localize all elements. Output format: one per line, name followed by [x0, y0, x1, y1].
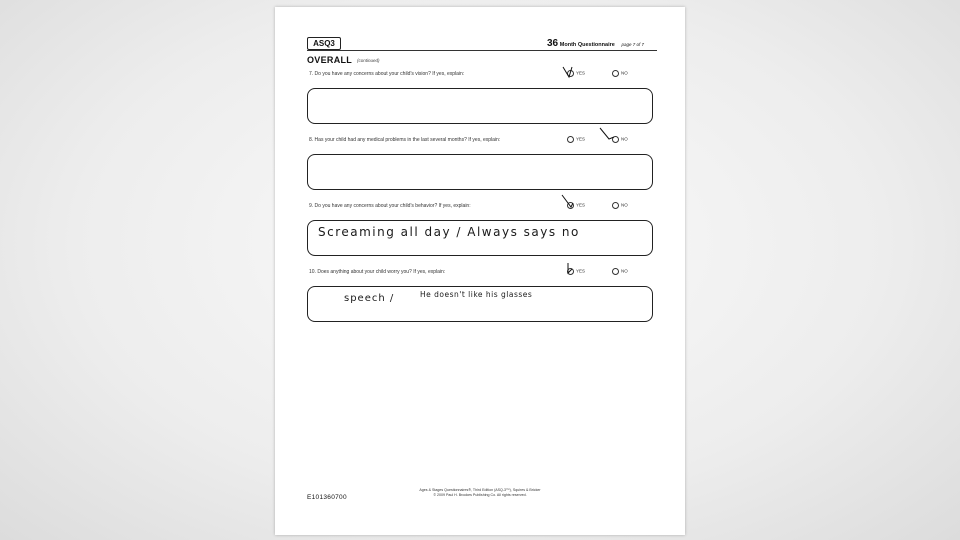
radio-circle-icon[interactable] — [612, 202, 619, 209]
question-8-answer-box[interactable] — [307, 154, 653, 190]
questionnaire-header — [547, 38, 644, 49]
question-7-no-option[interactable]: NO — [612, 70, 628, 77]
question-8-text: 8. Has your child had any medical problems in the last several months? If yes, explain: — [309, 137, 501, 143]
header-divider — [307, 50, 657, 51]
radio-circle-icon[interactable] — [612, 70, 619, 77]
section-title: OVERALL — [307, 55, 353, 65]
radio-circle-icon[interactable] — [567, 136, 574, 143]
question-9-no-option[interactable]: NO — [612, 202, 628, 209]
question-10-answer-line-1: speech / — [344, 293, 395, 304]
copyright-line-2: © 2009 Paul H. Brookes Publishing Co. All rights reserved. — [433, 493, 527, 497]
page-label: page 7 of 7 — [621, 42, 644, 47]
section-subtitle: (continued) — [357, 58, 380, 63]
form-id: E101360700 — [307, 494, 347, 501]
asq3-logo: ASQ3 — [307, 37, 341, 50]
question-10-answer-box[interactable] — [307, 286, 653, 322]
copyright-line-1: Ages & Stages Questionnaires®, Third Edition (ASQ-3™), Squires & Bricker — [419, 488, 541, 492]
question-10-answer-line-2: He doesn't like his glasses — [420, 290, 533, 299]
question-10-no-option[interactable]: NO — [612, 268, 628, 275]
question-7-text: 7. Do you have any concerns about your child's vision? If yes, explain: — [309, 71, 465, 77]
question-9-text: 9. Do you have any concerns about your child's behavior? If yes, explain: — [309, 203, 471, 209]
question-8-yes-option[interactable]: YES — [567, 136, 585, 143]
question-10-text: 10. Does anything about your child worry you? If yes, explain: — [309, 269, 446, 275]
radio-circle-icon[interactable] — [567, 268, 574, 275]
questionnaire-label: Month Questionnaire — [559, 42, 615, 48]
radio-circle-icon[interactable] — [612, 136, 619, 143]
question-9-yes-option[interactable]: YES — [567, 202, 585, 209]
radio-circle-icon[interactable] — [567, 70, 574, 77]
question-8-no-option[interactable]: NO — [612, 136, 628, 143]
questionnaire-page — [275, 7, 685, 535]
radio-circle-icon[interactable] — [567, 202, 574, 209]
radio-circle-icon[interactable] — [612, 268, 619, 275]
question-9-answer-box[interactable] — [307, 220, 653, 256]
question-10-yes-option[interactable]: YES — [567, 268, 585, 275]
questionnaire-number: 36 — [547, 38, 559, 49]
question-9-answer-line-1: Screaming all day / Always says no — [318, 225, 580, 239]
question-7-yes-option[interactable]: YES — [567, 70, 585, 77]
copyright-notice — [400, 488, 560, 498]
question-7-answer-box[interactable] — [307, 88, 653, 124]
